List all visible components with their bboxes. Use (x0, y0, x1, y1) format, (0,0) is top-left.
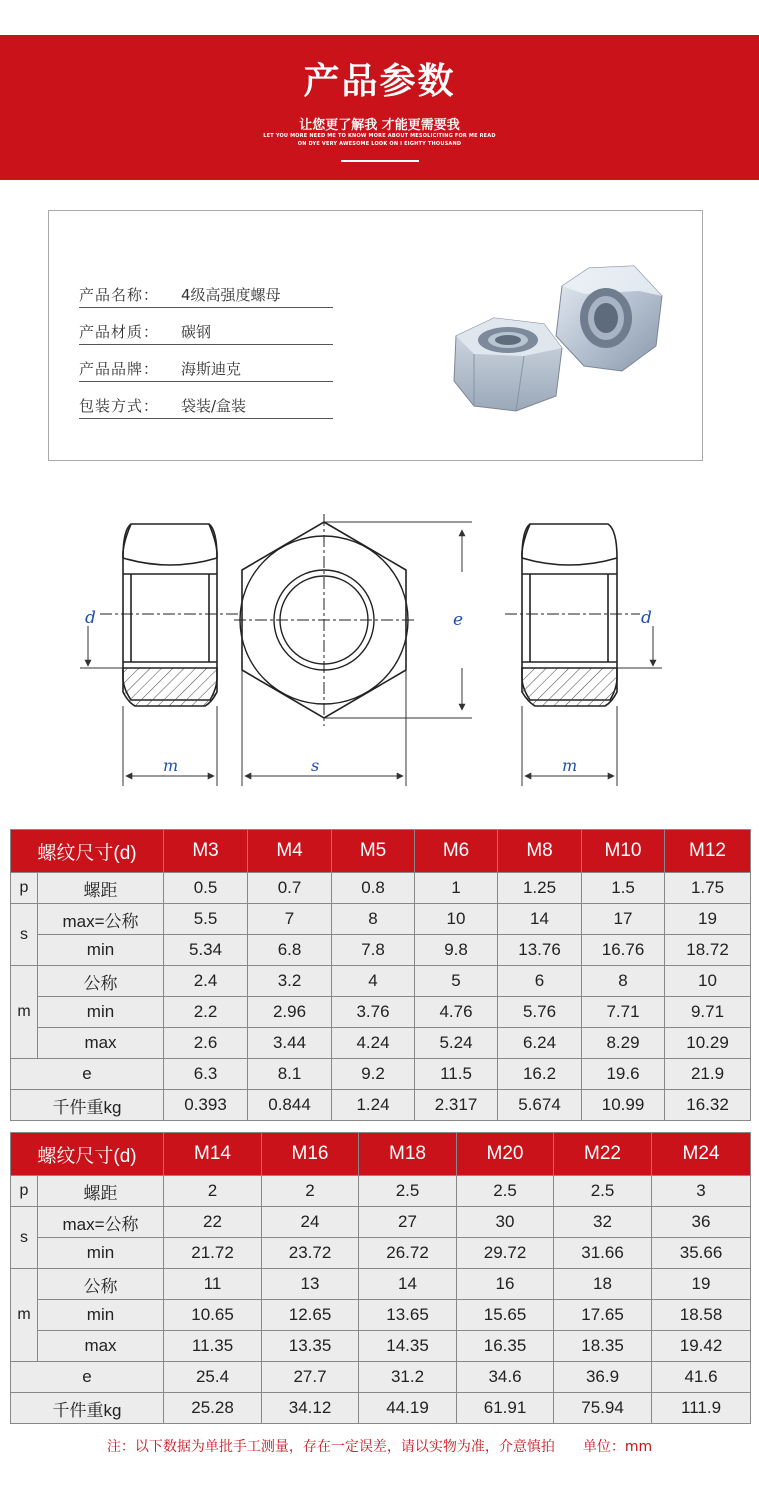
table-cell: 36 (652, 1207, 751, 1238)
table-cell: 3 (652, 1176, 751, 1207)
table-cell: 2.317 (415, 1090, 498, 1121)
table-row-e (11, 1059, 751, 1090)
size-header: M14 (164, 1133, 262, 1176)
table-cell: 36.9 (554, 1362, 652, 1393)
table-cell: 25.4 (164, 1362, 262, 1393)
table-cell: 2 (262, 1176, 359, 1207)
product-info-card (48, 210, 703, 461)
label-d-right: d (641, 608, 652, 628)
row-label: max=公称 (38, 904, 164, 935)
table-cell: 10 (415, 904, 498, 935)
table-cell: 6.3 (164, 1059, 248, 1090)
table-cell: 7.8 (332, 935, 415, 966)
row-label: min (38, 997, 164, 1028)
top-view-center (234, 514, 414, 726)
row-label: 公称 (38, 966, 164, 997)
table-cell: 4.76 (415, 997, 498, 1028)
table-cell: 2.5 (554, 1176, 652, 1207)
table-cell: 13 (262, 1269, 359, 1300)
table-cell: 18.35 (554, 1331, 652, 1362)
table-cell: 17.65 (554, 1300, 652, 1331)
thread-size-header: 螺纹尺寸(d) (11, 1133, 164, 1176)
table-row-s-max (11, 904, 751, 935)
table-cell: 8.1 (248, 1059, 332, 1090)
group-label: s (11, 1207, 38, 1269)
table-cell: 19 (665, 904, 751, 935)
table-cell: 6.8 (248, 935, 332, 966)
table-cell: 10.99 (582, 1090, 665, 1121)
table-cell: 5.24 (415, 1028, 498, 1059)
info-row-brand (79, 352, 333, 382)
size-header: M8 (498, 830, 582, 873)
table-row-e (11, 1362, 751, 1393)
group-label: p (11, 873, 38, 904)
table-row-m-max (11, 1028, 751, 1059)
thread-size-header: 螺纹尺寸(d) (11, 830, 164, 873)
table-cell: 1.75 (665, 873, 751, 904)
table-cell: 16.32 (665, 1090, 751, 1121)
table-row-m-min (11, 1300, 751, 1331)
size-header: M5 (332, 830, 415, 873)
table-row-m-nominal (11, 1269, 751, 1300)
table-cell: 41.6 (652, 1362, 751, 1393)
row-label: min (38, 1238, 164, 1269)
row-label: min (38, 1300, 164, 1331)
table-cell: 21.9 (665, 1059, 751, 1090)
table-cell: 30 (457, 1207, 554, 1238)
hex-nut-product-image (434, 256, 674, 416)
table-cell: 0.844 (248, 1090, 332, 1121)
table-cell: 1.25 (498, 873, 582, 904)
table-cell: 11.5 (415, 1059, 498, 1090)
table-cell: 18 (554, 1269, 652, 1300)
table-cell: 14.35 (359, 1331, 457, 1362)
english-tagline-line1: LET YOU MORE NEED ME TO KNOW MORE ABOUT MESOLICITING FOR ME READ (263, 133, 496, 139)
label-e: e (453, 610, 464, 630)
info-label: 产品名称： (79, 286, 160, 304)
table-cell: 9.8 (415, 935, 498, 966)
row-label: max (38, 1028, 164, 1059)
table-row-m-nominal (11, 966, 751, 997)
hex-nut-technical-drawing (0, 490, 759, 800)
table-cell: 6 (498, 966, 582, 997)
table-cell: 32 (554, 1207, 652, 1238)
size-header: M3 (164, 830, 248, 873)
table-cell: 34.12 (262, 1393, 359, 1424)
table-cell: 21.72 (164, 1238, 262, 1269)
label-s: s (311, 756, 320, 775)
row-label: min (38, 935, 164, 966)
size-header: M4 (248, 830, 332, 873)
table-cell: 3.76 (332, 997, 415, 1028)
dimension-d-right (617, 626, 662, 668)
table-cell: 9.2 (332, 1059, 415, 1090)
spec-table-m3-m12 (10, 829, 751, 1121)
table-row-weight (11, 1393, 751, 1424)
english-tagline-line2: ON DYE VERY AWESOME LOOK ON I EIGHTY THOUSAND (297, 141, 462, 147)
table-cell: 2.6 (164, 1028, 248, 1059)
size-header: M24 (652, 1133, 751, 1176)
table-cell: 16.2 (498, 1059, 582, 1090)
table-cell: 1 (415, 873, 498, 904)
table-cell: 5.76 (498, 997, 582, 1028)
table-cell: 5.674 (498, 1090, 582, 1121)
measurement-note: 注：以下数据为单批手工测量，存在一定误差，请以实物为准，介意慎拍 单位：mm (106, 1439, 653, 1455)
table-cell: 5.5 (164, 904, 248, 935)
info-value: 袋装/盒装 (181, 397, 247, 415)
table-cell: 22 (164, 1207, 262, 1238)
table-cell: 13.65 (359, 1300, 457, 1331)
group-label: m (11, 966, 38, 1059)
group-label: m (11, 1269, 38, 1362)
label-m-right: m (562, 756, 578, 775)
table-cell: 29.72 (457, 1238, 554, 1269)
table-cell: 4 (332, 966, 415, 997)
table-cell: 6.24 (498, 1028, 582, 1059)
table-cell: 1.5 (582, 873, 665, 904)
table-cell: 34.6 (457, 1362, 554, 1393)
info-value: 碳钢 (181, 323, 212, 341)
table-cell: 11.35 (164, 1331, 262, 1362)
info-row-packaging (79, 389, 333, 419)
info-label: 包装方式： (79, 397, 160, 415)
group-label: s (11, 904, 38, 966)
table-row-s-min (11, 935, 751, 966)
table-row-s-min (11, 1238, 751, 1269)
table-cell: 7 (248, 904, 332, 935)
table-cell: 75.94 (554, 1393, 652, 1424)
table-cell: 2.96 (248, 997, 332, 1028)
size-header: M20 (457, 1133, 554, 1176)
group-label: p (11, 1176, 38, 1207)
table-cell: 0.5 (164, 873, 248, 904)
table-cell: 31.66 (554, 1238, 652, 1269)
row-label: e (11, 1362, 164, 1393)
table-cell: 10 (665, 966, 751, 997)
size-header: M22 (554, 1133, 652, 1176)
size-header: M12 (665, 830, 751, 873)
table-cell: 18.72 (665, 935, 751, 966)
table-cell: 3.2 (248, 966, 332, 997)
row-label: 公称 (38, 1269, 164, 1300)
table-cell: 26.72 (359, 1238, 457, 1269)
page-title: 产品参数 (303, 61, 456, 102)
row-label: e (11, 1059, 164, 1090)
table-cell: 5.34 (164, 935, 248, 966)
info-row-name (79, 278, 333, 308)
table-cell: 8 (582, 966, 665, 997)
table-cell: 4.24 (332, 1028, 415, 1059)
table-cell: 27 (359, 1207, 457, 1238)
table-cell: 17 (582, 904, 665, 935)
table-cell: 61.91 (457, 1393, 554, 1424)
info-label: 产品品牌： (79, 360, 160, 378)
english-tagline (0, 132, 759, 148)
table-row-m-max (11, 1331, 751, 1362)
table-header-row (11, 830, 751, 873)
table-cell: 2 (164, 1176, 262, 1207)
table-cell: 16.76 (582, 935, 665, 966)
size-header: M10 (582, 830, 665, 873)
table-cell: 14 (498, 904, 582, 935)
table-cell: 15.65 (457, 1300, 554, 1331)
size-header: M18 (359, 1133, 457, 1176)
row-label: max=公称 (38, 1207, 164, 1238)
dimension-d-left (80, 626, 123, 668)
size-header: M16 (262, 1133, 359, 1176)
header-banner (0, 35, 759, 180)
table-cell: 8 (332, 904, 415, 935)
table-cell: 14 (359, 1269, 457, 1300)
info-row-material (79, 315, 333, 345)
table-cell: 13.76 (498, 935, 582, 966)
table-cell: 111.9 (652, 1393, 751, 1424)
side-view-left (100, 524, 240, 706)
row-label: max (38, 1331, 164, 1362)
table-cell: 0.7 (248, 873, 332, 904)
table-cell: 10.29 (665, 1028, 751, 1059)
table-cell: 12.65 (262, 1300, 359, 1331)
size-header: M6 (415, 830, 498, 873)
row-label: 千件重kg (11, 1393, 164, 1424)
table-cell: 5 (415, 966, 498, 997)
info-value: 海斯迪克 (181, 360, 242, 378)
table-cell: 25.28 (164, 1393, 262, 1424)
table-cell: 19 (652, 1269, 751, 1300)
table-cell: 44.19 (359, 1393, 457, 1424)
table-cell: 35.66 (652, 1238, 751, 1269)
table-row-weight (11, 1090, 751, 1121)
table-cell: 2.5 (359, 1176, 457, 1207)
table-cell: 16.35 (457, 1331, 554, 1362)
title-underline (341, 160, 419, 162)
info-value: 4级高强度螺母 (181, 286, 281, 304)
table-cell: 18.58 (652, 1300, 751, 1331)
nut-lying (454, 318, 562, 411)
table-cell: 2.5 (457, 1176, 554, 1207)
table-row-m-min (11, 997, 751, 1028)
table-cell: 3.44 (248, 1028, 332, 1059)
table-cell: 11 (164, 1269, 262, 1300)
table-row-s-max (11, 1207, 751, 1238)
table-header-row (11, 1133, 751, 1176)
row-label: 千件重kg (11, 1090, 164, 1121)
table-cell: 0.393 (164, 1090, 248, 1121)
row-label: 螺距 (38, 1176, 164, 1207)
table-cell: 16 (457, 1269, 554, 1300)
label-m-left: m (163, 756, 179, 775)
table-cell: 24 (262, 1207, 359, 1238)
table-cell: 1.24 (332, 1090, 415, 1121)
table-cell: 2.4 (164, 966, 248, 997)
table-cell: 10.65 (164, 1300, 262, 1331)
label-d-left: d (85, 608, 96, 628)
table-cell: 19.42 (652, 1331, 751, 1362)
page-subtitle: 让您更了解我 才能更需要我 (299, 118, 460, 133)
table-cell: 9.71 (665, 997, 751, 1028)
table-cell: 27.7 (262, 1362, 359, 1393)
info-label: 产品材质： (79, 323, 160, 341)
side-view-right (505, 524, 640, 706)
table-cell: 7.71 (582, 997, 665, 1028)
row-label: 螺距 (38, 873, 164, 904)
table-row-pitch (11, 873, 751, 904)
table-cell: 23.72 (262, 1238, 359, 1269)
table-cell: 31.2 (359, 1362, 457, 1393)
table-cell: 19.6 (582, 1059, 665, 1090)
table-cell: 13.35 (262, 1331, 359, 1362)
table-cell: 8.29 (582, 1028, 665, 1059)
nut-upright (556, 266, 662, 371)
table-cell: 2.2 (164, 997, 248, 1028)
table-row-pitch (11, 1176, 751, 1207)
table-cell: 0.8 (332, 873, 415, 904)
spec-table-m14-m24 (10, 1132, 751, 1424)
